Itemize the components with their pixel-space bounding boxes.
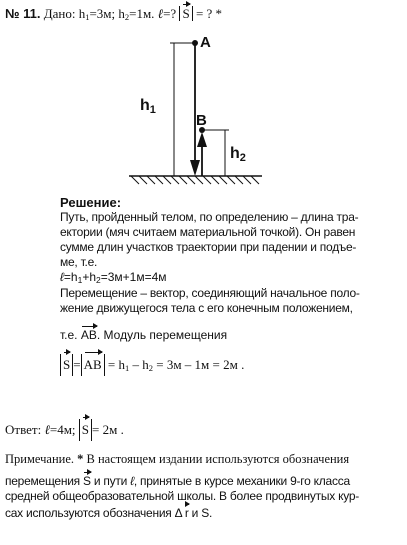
formula-sub1: 1 [124,363,130,373]
formula-result: = 3м – 1м = 2м . [152,357,245,372]
note-r-vector: r [184,506,189,520]
note-text4b: и S. [188,506,213,520]
path-symbol: ℓ [157,6,164,21]
given-label: Дано: [43,6,76,21]
note-l: ℓ [130,474,134,488]
formula-rhs-h1: = h [107,357,125,372]
displacement-question: = ? * [195,6,223,21]
point-a-label: A [200,34,211,51]
path-equation [60,270,167,285]
vector-ab-line [60,328,227,343]
solution-para2-line1: Перемещение – вектор, соединяющий начальное поло- [60,286,360,300]
note-label: Примечание. [5,452,75,466]
path-eq-part2: +h [82,270,96,284]
solution-para1-line2: ектории (мяч считаем материальной точкой). Он равен [60,225,356,239]
modulus-text: . Модуль перемещения [96,328,228,342]
displacement-vector: S [182,6,190,21]
fall-arrow [190,160,200,176]
ab-vector: AB [80,328,97,342]
formula-minus: – h [129,357,149,372]
solution-para1-line1: Путь, пройденный телом, по определению – длина тра- [60,210,359,224]
point-b-label: B [196,112,207,129]
answer-l: ℓ [44,422,50,437]
formula-ab-modulus [81,354,105,376]
note-text2b: и пути [90,474,131,488]
h2-sub: 2 [124,12,130,22]
note-text1: В настоящем издании используются обозначения [83,452,350,466]
trajectory-diagram [0,0,407,185]
note-delta: Δ [174,506,182,520]
formula-s-modulus [60,354,73,376]
problem-number: № 11. [5,6,41,21]
note-text2a: перемещения [5,474,84,488]
path-eq-l: ℓ [60,270,64,284]
path-question: =? [163,6,177,21]
note-line3: средней общеобразовательной школы. В более продвинутых кур- [5,489,359,503]
answer-line [5,419,124,441]
ground-hatch [131,176,259,184]
note-line2 [5,474,350,489]
answer-l-value: =4м; [49,422,76,437]
note-s-vector: S [83,474,91,488]
h1-var: h [78,6,86,21]
note-line1 [5,452,349,467]
te-prefix: т.е. [60,328,78,342]
formula-sub2: 2 [148,363,153,373]
h1-label: h1 [140,97,156,116]
rise-arrow [197,132,207,147]
note-line4 [5,506,212,521]
answer-s-value: = 2м . [92,422,124,437]
displacement-formula [60,354,244,376]
h2-value: =1м. [129,6,155,21]
h1-sub: 1 [85,12,90,22]
answer-label: Ответ: [5,422,42,437]
formula-s-vector: S [63,354,70,376]
answer-s-modulus [79,419,92,441]
answer-s-vector: S [82,419,89,441]
formula-ab-vector: AB [84,354,102,376]
note-text4a: сах используются обозначения [5,506,175,520]
solution-para1-line4: ме, т.е. [60,255,98,269]
path-eq-rest: =3м+1м=4м [100,270,167,284]
h2-var: h [118,6,125,21]
note-text2c: , принятые в курсе механики 9-го класса [133,474,350,488]
solution-para1-line3: сумме длин участков траектории при падении и подъе- [60,240,357,254]
solution-heading: Решение: [60,195,122,210]
path-eq-sub1: 1 [77,275,83,285]
h2-label: h2 [230,145,246,164]
formula-eq: = [73,357,81,372]
path-eq-part1: =h [63,270,78,284]
note-star: * [77,452,84,466]
solution-para2-line2: жение движущегося тела с его конечным положением, [60,301,353,315]
path-eq-sub2: 2 [96,275,101,285]
h1-value: =3м; [89,6,116,21]
